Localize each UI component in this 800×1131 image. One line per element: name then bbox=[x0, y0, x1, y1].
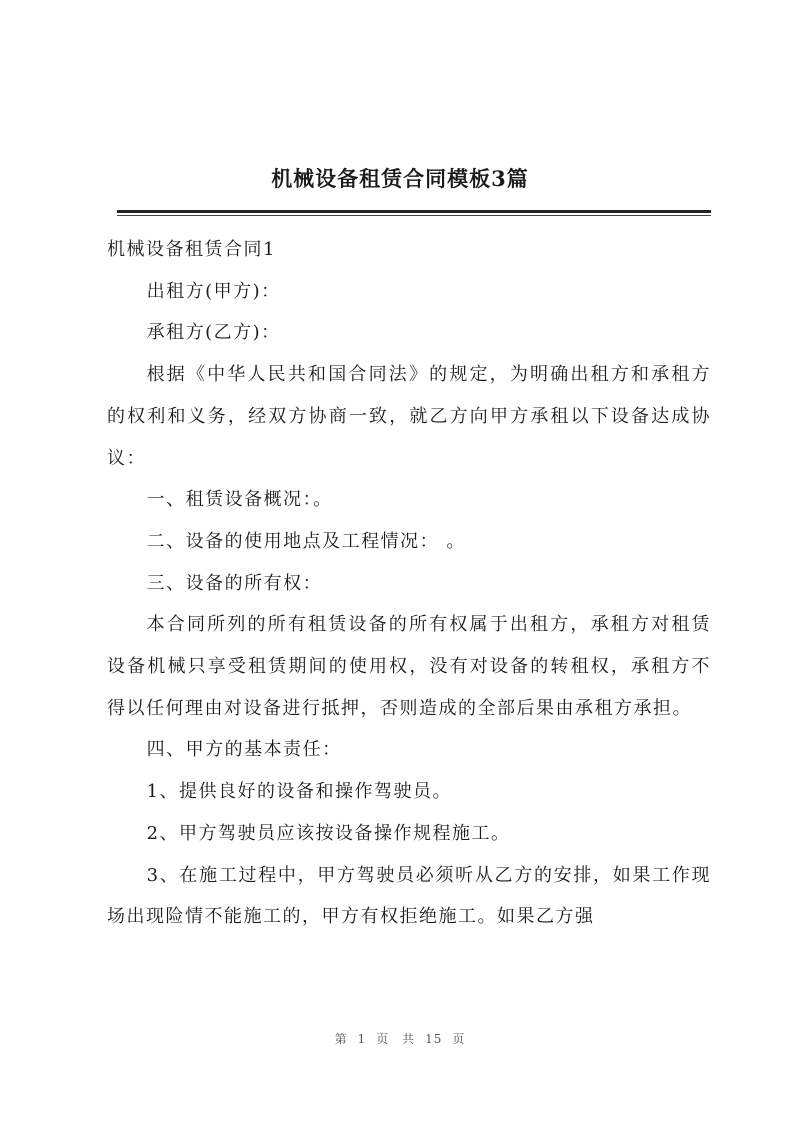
paragraph: 根据《中华人民共和国合同法》的规定，为明确出租方和承租方的权利和义务，经双方协商一致，就乙方向甲方承租以下设备达成协议： bbox=[107, 364, 711, 469]
document-body bbox=[107, 229, 711, 938]
document-title: 机械设备租赁合同模板3篇 bbox=[271, 166, 529, 191]
title-rule bbox=[117, 210, 711, 213]
paragraph: 机械设备租赁合同1 bbox=[107, 239, 276, 260]
title-rule-thin bbox=[117, 215, 711, 216]
paragraph: 二、设备的使用地点及工程情况： 。 bbox=[146, 530, 466, 552]
footer-mid: 页 共 bbox=[376, 1032, 416, 1046]
paragraph: 2、甲方驾驶员应该按设备操作规程施工。 bbox=[146, 822, 511, 844]
paragraph: 本合同所列的所有租赁设备的所有权属于出租方，承租方对租赁设备机械只享受租赁期间的使用权，没有对设备的转租权，承租方不得以任何理由对设备进行抵押，否则造成的全部后果由承租方承担。 bbox=[107, 614, 711, 719]
paragraph: 3、在施工过程中，甲方驾驶员必须听从乙方的安排，如果工作现场出现险情不能施工的，甲方有权拒绝施工。如果乙方强 bbox=[107, 864, 711, 928]
footer-prefix: 第 bbox=[334, 1032, 348, 1046]
page-footer bbox=[0, 1030, 800, 1047]
paragraph: 三、设备的所有权： bbox=[146, 572, 323, 594]
paragraph: 1、提供良好的设备和操作驾驶员。 bbox=[146, 781, 453, 803]
paragraph: 出租方(甲方)： bbox=[146, 280, 281, 302]
footer-current-page: 1 bbox=[357, 1032, 367, 1046]
paragraph: 一、租赁设备概况：。 bbox=[146, 489, 333, 511]
paragraph: 四、甲方的基本责任： bbox=[146, 739, 342, 761]
footer-suffix: 页 bbox=[452, 1032, 466, 1046]
paragraph: 承租方(乙方)： bbox=[146, 322, 281, 344]
footer-total-pages: 15 bbox=[425, 1032, 443, 1046]
